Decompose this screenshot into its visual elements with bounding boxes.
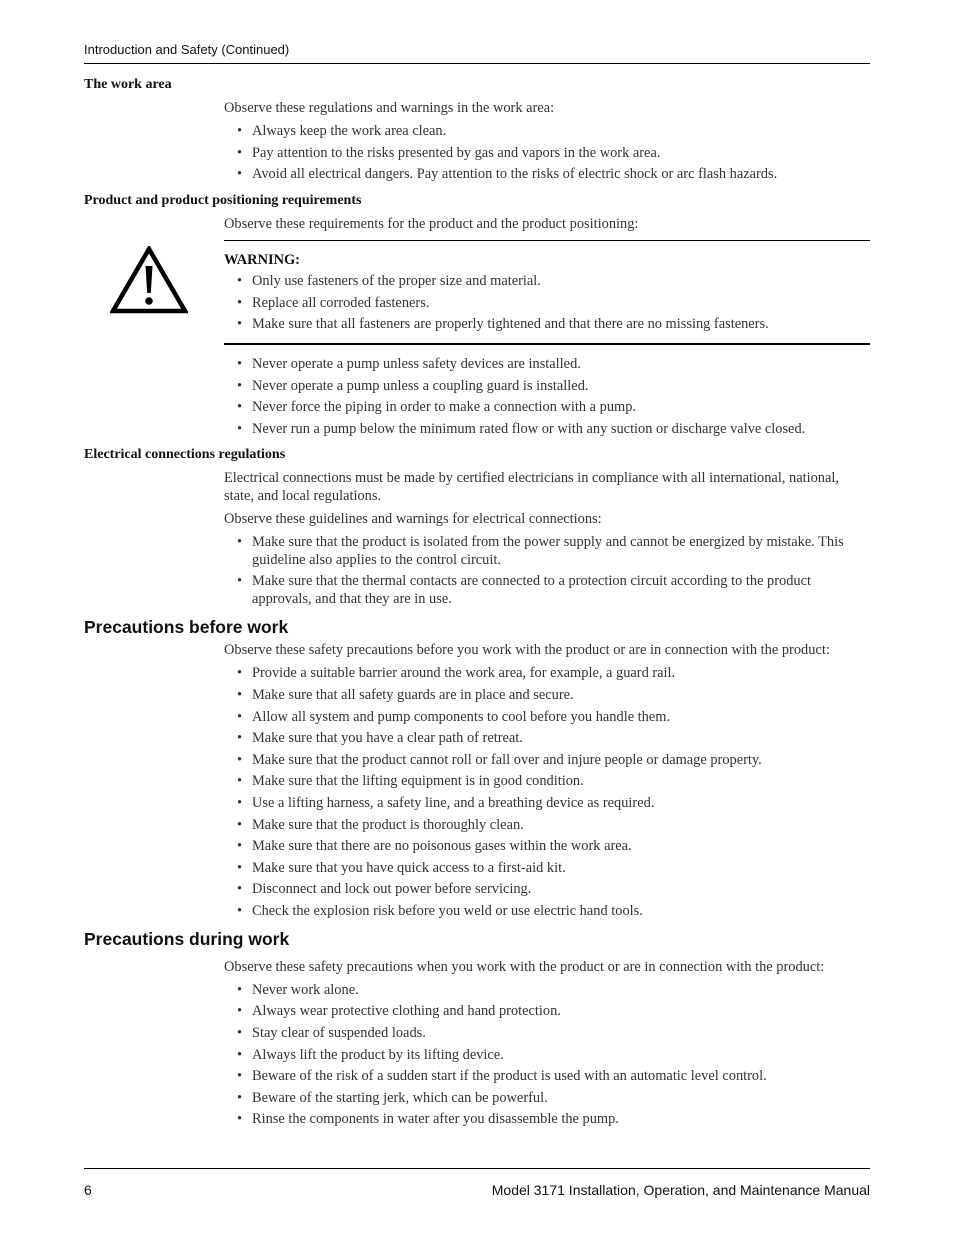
during-work-list bbox=[224, 981, 870, 1129]
warning-label: WARNING: bbox=[224, 252, 300, 269]
electrical-body bbox=[224, 469, 870, 609]
warning-list bbox=[224, 272, 870, 333]
list-item: • Make sure that you have quick access to a first-aid kit. bbox=[224, 859, 870, 877]
list-item: • Make sure that you have a clear path of retreat. bbox=[224, 729, 870, 747]
list-item: • Rinse the components in water after you disassemble the pump. bbox=[224, 1110, 870, 1128]
list-item: • Always keep the work area clean. bbox=[224, 122, 870, 140]
list-item: • Allow all system and pump components to cool before you handle them. bbox=[224, 708, 870, 726]
list-item: • Disconnect and lock out power before servicing. bbox=[224, 880, 870, 898]
list-item: • Pay attention to the risks presented by gas and vapors in the work area. bbox=[224, 144, 870, 162]
before-work-intro: Observe these safety precautions before you work with the product or are in connection with the product: bbox=[224, 642, 830, 659]
list-item: • Always wear protective clothing and hand protection. bbox=[224, 1002, 870, 1020]
work-area-list bbox=[224, 122, 870, 183]
list-item: • Make sure that the product cannot roll or fall over and injure people or damage property. bbox=[224, 751, 870, 769]
list-item: • Beware of the starting jerk, which can be powerful. bbox=[224, 1089, 870, 1107]
list-item: • Provide a suitable barrier around the work area, for example, a guard rail. bbox=[224, 664, 870, 682]
list-item: • Make sure that the thermal contacts are connected to a protection circuit according to the product approvals, and that they are in use. bbox=[224, 572, 870, 608]
electrical-para-2: Observe these guidelines and warnings for electrical connections: bbox=[224, 510, 602, 527]
warning-triangle-icon bbox=[110, 246, 188, 314]
list-item: • Never work alone. bbox=[224, 981, 870, 999]
list-item: • Make sure that there are no poisonous gases within the work area. bbox=[224, 837, 870, 855]
before-work-heading: Precautions before work bbox=[84, 617, 289, 638]
warning-content bbox=[224, 240, 870, 345]
positioning-intro: Observe these requirements for the product and the product positioning: bbox=[224, 216, 639, 233]
during-work-heading: Precautions during work bbox=[84, 928, 290, 949]
list-item: • Never operate a pump unless a coupling guard is installed. bbox=[224, 377, 870, 395]
before-work-list bbox=[224, 664, 870, 920]
positioning-heading: Product and product positioning requirements bbox=[84, 193, 362, 209]
list-item: • Avoid all electrical dangers. Pay attention to the risks of electric shock or arc flash hazards. bbox=[224, 165, 870, 183]
list-item: • Make sure that all safety guards are in place and secure. bbox=[224, 686, 870, 704]
electrical-para-1: Electrical connections must be made by certified electricians in compliance with all international, national, state, and local regulations. bbox=[224, 469, 839, 504]
positioning-list bbox=[224, 355, 870, 438]
list-item: • Replace all corroded fasteners. bbox=[224, 294, 870, 312]
electrical-heading: Electrical connections regulations bbox=[84, 446, 286, 462]
positioning-rules bbox=[224, 352, 870, 438]
list-item: • Make sure that all fasteners are properly tightened and that there are no missing fasteners. bbox=[224, 315, 870, 333]
list-item: • Always lift the product by its lifting device. bbox=[224, 1046, 870, 1064]
manual-title: Model 3171 Installation, Operation, and Maintenance Manual bbox=[491, 1182, 870, 1198]
list-item: • Never force the piping in order to make a connection with a pump. bbox=[224, 398, 870, 416]
during-work-body bbox=[224, 958, 870, 1129]
list-item: • Use a lifting harness, a safety line, and a breathing device as required. bbox=[224, 794, 870, 812]
list-item: • Check the explosion risk before you weld or use electric hand tools. bbox=[224, 902, 870, 920]
list-item: • Make sure that the product is isolated from the power supply and cannot be energized by mistake. This guideline also applies to the control circuit. bbox=[224, 533, 870, 569]
work-area-body bbox=[224, 99, 870, 183]
work-area-heading: The work area bbox=[84, 77, 172, 92]
page-number: 6 bbox=[84, 1182, 92, 1198]
positioning-body bbox=[224, 215, 870, 233]
work-area-intro: Observe these regulations and warnings in the work area: bbox=[224, 100, 555, 116]
during-work-intro: Observe these safety precautions when you work with the product or are in connection with the product: bbox=[224, 958, 825, 975]
list-item: • Never operate a pump unless safety devices are installed. bbox=[224, 355, 870, 373]
running-header: Introduction and Safety (Continued) bbox=[84, 42, 870, 64]
list-item: • Only use fasteners of the proper size and material. bbox=[224, 272, 870, 290]
list-item: • Beware of the risk of a sudden start if the product is used with an automatic level control. bbox=[224, 1067, 870, 1085]
running-footer bbox=[84, 1168, 870, 1198]
list-item: • Never run a pump below the minimum rated flow or with any suction or discharge valve closed. bbox=[224, 420, 870, 438]
electrical-list bbox=[224, 533, 870, 609]
list-item: • Make sure that the product is thoroughly clean. bbox=[224, 816, 870, 834]
list-item: • Make sure that the lifting equipment is in good condition. bbox=[224, 772, 870, 790]
page-content bbox=[84, 76, 870, 1134]
list-item: • Stay clear of suspended loads. bbox=[224, 1024, 870, 1042]
before-work-body bbox=[224, 641, 870, 920]
warning-callout bbox=[84, 240, 870, 345]
